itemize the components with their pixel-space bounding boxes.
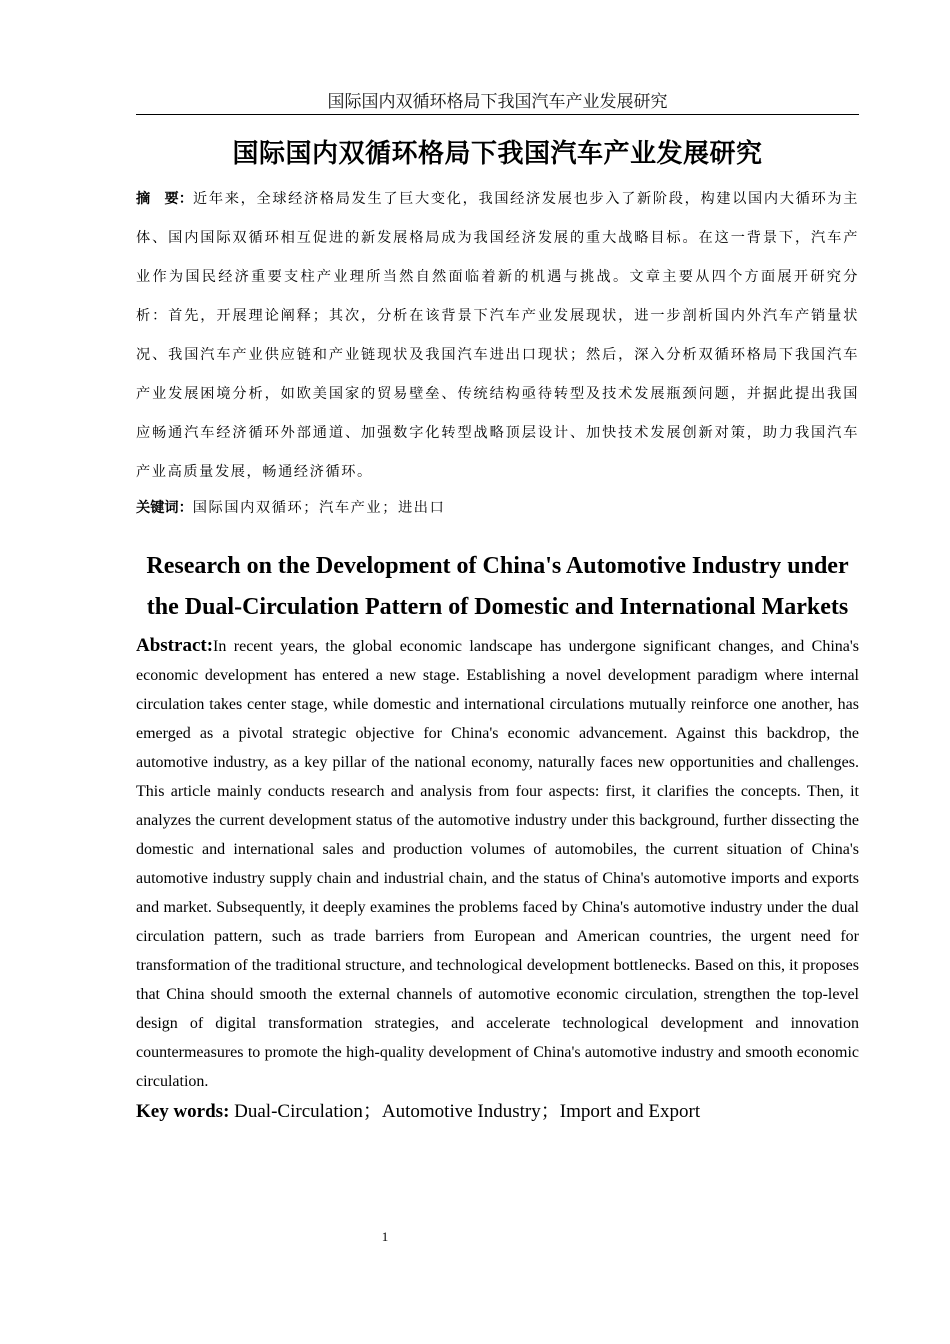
english-keywords-label: Key words: [136,1101,230,1122]
english-title: Research on the Development of China's Automotive Industry under the Dual-Circulation Pattern of Domestic and International Markets [146,553,849,620]
english-keywords [136,1096,859,1128]
english-keywords-text: Dual-Circulation；Automotive Industry；Import and Export [229,1101,701,1122]
english-abstract [136,631,859,1096]
chinese-keywords [136,490,859,526]
chinese-keywords-label: 关键词： [136,500,193,516]
english-abstract-label: Abstract: [136,635,214,656]
chinese-keywords-text: 国际国内双循环；汽车产业；进出口 [192,500,446,516]
chinese-title: 国际国内双循环格局下我国汽车产业发展研究 [232,139,763,169]
chinese-abstract [136,180,859,492]
page-number: 1 [381,1229,389,1244]
chinese-abstract-label: 摘 要： [136,191,194,207]
english-abstract-text: In recent years, the global economic landscape has undergone significant changes, and China's economic development has entered a new stage. Establishing a novel development paradigm where internal circulation takes center stage, while domestic and international circulations mutually reinforce one another, has emerged as a pivotal strategic objective for China's economic advancement. Against this backdrop, the automotive industry, as a key pillar of the national economy, naturally faces new opportunities and challenges. This article mainly conducts research and analysis from four aspects: first, it clarifies the concepts. Then, it analyzes the current development status of the automotive industry under this background, further dissecting the domestic and international sales and production volumes of automobiles, the current situation of China's automotive industry supply chain and industrial chain, and the status of China's automotive imports and exports and market. Subsequently, it deeply examines the problems faced by China's automotive industry under the dual circulation pattern, such as trade barriers from European and American countries, the urgent need for transformation of the traditional structure, and technological development bottlenecks. Based on this, it proposes that China should smooth the external channels of automotive economic circulation, strengthen the top-level design of digital transformation strategies, and accelerate technological development and innovation countermeasures to promote the high-quality development of China's automotive industry and smooth economic circulation. [136,638,859,1090]
header-divider [136,114,859,115]
running-header: 国际国内双循环格局下我国汽车产业发展研究 [327,92,668,112]
chinese-abstract-text: 近年来，全球经济格局发生了巨大变化，我国经济发展也步入了新阶段，构建以国内大循环为主体、国内国际双循环相互促进的新发展格局成为我国经济发展的重大战略目标。在这一背景下，汽车产业作为国民经济重要支柱产业理所当然自然面临着新的机遇与挑战。文章主要从四个方面展开研究分析：首先，开展理论阐释；其次，分析在该背景下汽车产业发展现状，进一步剖析国内外汽车产销量状况、我国汽车产业供应链和产业链现状及我国汽车进出口现状；然后，深入分析双循环格局下我国汽车产业发展困境分析，如欧美国家的贸易壁垒、传统结构亟待转型及技术发展瓶颈问题，并据此提出我国应畅通汽车经济循环外部通道、加强数字化转型战略顶层设计、加快技术发展创新对策，助力我国汽车产业高质量发展，畅通经济循环。 [136,191,859,480]
